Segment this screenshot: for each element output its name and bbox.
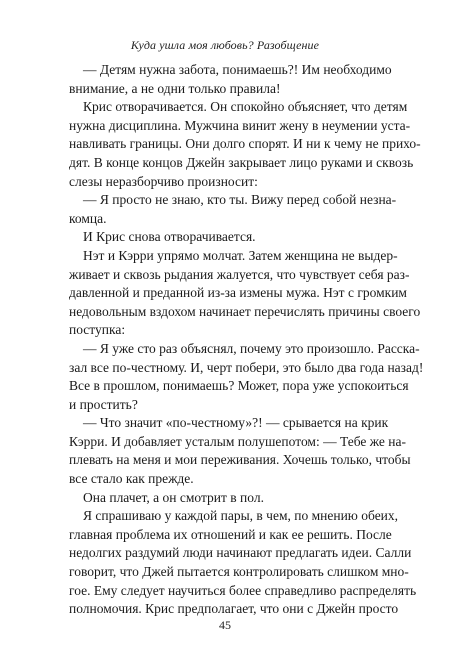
text-line: Она плачет, а он смотрит в пол.: [83, 489, 264, 505]
text-line: зал все по-честному. И, черт побери, это было два года назад!: [69, 359, 424, 375]
text-line: — Что значит «по-честному»?! — срывается на крик: [83, 415, 389, 431]
page-number: 45: [219, 618, 231, 632]
text-line: слезы неразборчиво произносит:: [69, 173, 258, 189]
text-line: И Крис снова отворачивается.: [83, 229, 256, 245]
text-line: давленной и преданной из-за измены мужа. Нэт с громким: [69, 285, 407, 301]
body-text: [69, 61, 424, 619]
text-line: полномочия. Крис предполагает, что они с Джейн просто: [69, 601, 399, 617]
text-line: нужна дисциплина. Мужчина винит жену в неумении уста-: [69, 117, 411, 133]
text-line: плевать на меня и мои переживания. Хочешь только, чтобы: [69, 452, 411, 468]
text-line: поступка:: [69, 322, 126, 338]
text-line: — Я уже сто раз объяснял, почему это произошло. Расска-: [83, 340, 420, 356]
text-line: — Детям нужна забота, понимаешь?! Им необходимо: [83, 62, 392, 77]
text-line: Крис отворачивается. Он спокойно объясняет, что детям: [83, 99, 408, 115]
text-line: все стало как прежде.: [69, 471, 194, 487]
text-line: недовольным вздохом начинает перечислять причины своего: [69, 303, 421, 319]
running-header: Куда ушла моя любовь? Разобщение: [130, 38, 320, 52]
text-line: Кэрри. И добавляет усталым полушепотом: — Тебе же на-: [69, 433, 406, 449]
text-line: комца.: [69, 210, 107, 226]
text-line: гое. Ему следует научиться более справедливо распределять: [69, 582, 417, 598]
text-line: недолгих раздумий люди начинают предлагать идеи. Салли: [69, 545, 412, 561]
text-line: говорит, что Джей пытается контролировать слишком мно-: [69, 564, 409, 580]
text-line: живает и сквозь рыдания жалуется, что чувствует себя раз-: [69, 266, 410, 282]
text-line: Все в прошлом, понимаешь? Может, пора уже успокоиться: [69, 378, 409, 394]
text-line: дят. В конце концов Джейн закрывает лицо руками и сквозь: [69, 154, 414, 170]
text-line: Я спрашиваю у каждой пары, в чем, по мнению обеих,: [83, 508, 399, 524]
text-line: Нэт и Кэрри упрямо молчат. Затем женщина не выдер-: [83, 247, 398, 263]
text-line: и простить?: [69, 396, 138, 412]
text-line: главная проблема их отношений и как ее решить. После: [69, 526, 392, 542]
text-line: внимание, а не одни только правила!: [69, 80, 281, 96]
text-line: навливать границы. Они долго спорят. И ни к чему не прихо-: [69, 136, 421, 152]
text-line: — Я просто не знаю, кто ты. Вижу перед собой незна-: [83, 192, 397, 208]
